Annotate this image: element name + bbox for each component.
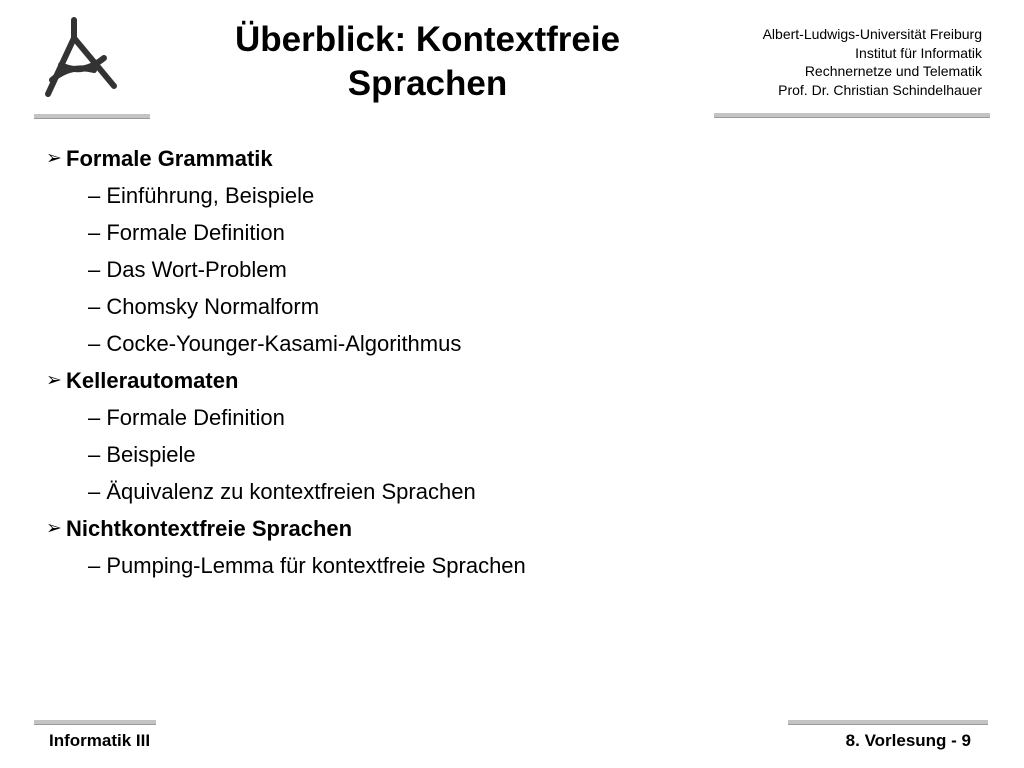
affiliation-professor: Prof. Dr. Christian Schindelhauer: [778, 81, 982, 98]
bullet-formale-grammatik: [46, 140, 986, 177]
slide-title: Überblick: Kontextfreie Sprachen: [234, 20, 621, 103]
sub-item: – Einführung, Beispiele: [88, 183, 315, 208]
footer-course-name: Informatik III: [49, 731, 151, 750]
header-rule-left: [34, 114, 150, 119]
slide-content: [46, 140, 986, 584]
header-rule-right: [714, 113, 990, 118]
sub-item: – Das Wort-Problem: [88, 257, 287, 282]
footer-rule-left: [34, 720, 156, 725]
sub-item: – Pumping-Lemma für kontextfreie Sprachen: [88, 553, 526, 578]
sub-item: – Formale Definition: [88, 405, 285, 430]
sub-item: – Formale Definition: [88, 220, 285, 245]
affiliation-group: Rechnernetze und Telematik: [804, 63, 982, 79]
sub-item: – Äquivalenz zu kontextfreien Sprachen: [88, 479, 476, 504]
bullet-heading: Kellerautomaten: [66, 367, 239, 393]
affiliation-block: [662, 25, 982, 99]
bullet-arrow-icon: ➢: [46, 148, 62, 169]
bullet-heading: Formale Grammatik: [66, 145, 273, 171]
affiliation-university: Albert-Ludwigs-Universität Freiburg: [762, 26, 982, 42]
bullet-heading: Nichtkontextfreie Sprachen: [66, 515, 353, 541]
bullet-nichtkontextfreie-sprachen: [46, 510, 986, 547]
footer-rule-right: [788, 720, 988, 725]
bullet-kellerautomaten: [46, 362, 986, 399]
footer-page-number: 8. Vorlesung - 9: [845, 731, 971, 750]
sub-item: – Cocke-Younger-Kasami-Algorithmus: [88, 331, 462, 356]
sub-item: – Chomsky Normalform: [88, 294, 320, 319]
affiliation-institute: Institut für Informatik: [855, 44, 982, 61]
bullet-arrow-icon: ➢: [46, 370, 62, 391]
bullet-arrow-icon: ➢: [46, 518, 62, 539]
university-logo-icon: [30, 12, 126, 102]
sub-item: – Beispiele: [88, 442, 196, 467]
